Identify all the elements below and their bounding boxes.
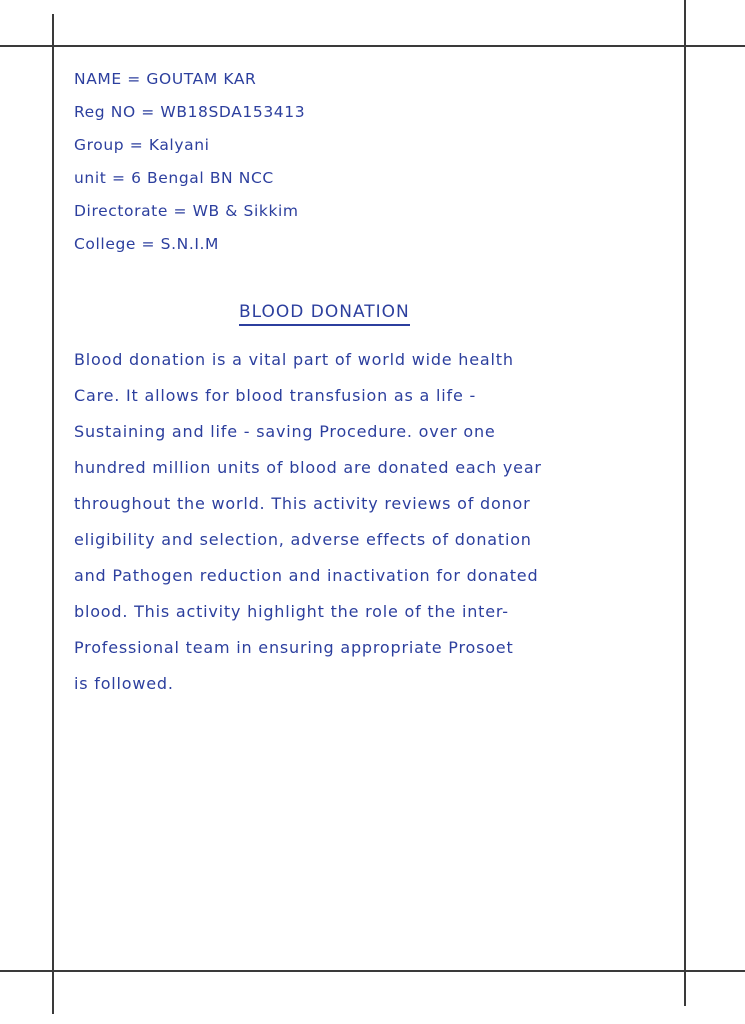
essay-line: hundred million units of blood are donated each year bbox=[74, 458, 542, 477]
directorate-line: Directorate = WB & Sikkim bbox=[74, 202, 299, 220]
essay-line: Professional team in ensuring appropriate Prosoet bbox=[74, 638, 514, 657]
college-line: College = S.N.I.M bbox=[74, 235, 220, 253]
essay-line: Care. It allows for blood transfusion as a life - bbox=[74, 386, 477, 405]
essay-line: is followed. bbox=[74, 674, 174, 693]
essay-line: Sustaining and life - saving Procedure. over one bbox=[74, 422, 496, 441]
student-details bbox=[74, 63, 474, 261]
essay-line: throughout the world. This activity reviews of donor bbox=[74, 494, 531, 513]
unit-line: unit = 6 Bengal BN NCC bbox=[74, 169, 274, 187]
right-margin-line bbox=[684, 0, 686, 1006]
essay-line: and Pathogen reduction and inactivation for donated bbox=[74, 566, 539, 585]
left-margin-line bbox=[52, 14, 54, 1014]
top-margin-line bbox=[0, 45, 745, 47]
essay-line: eligibility and selection, adverse effects of donation bbox=[74, 530, 532, 549]
essay-body bbox=[74, 342, 680, 702]
group-line: Group = Kalyani bbox=[74, 136, 210, 154]
name-line: NAME = GOUTAM KAR bbox=[74, 70, 257, 88]
essay-line: blood. This activity highlight the role of the inter- bbox=[74, 602, 509, 621]
reg-no-line: Reg NO = WB18SDA153413 bbox=[74, 103, 306, 121]
bottom-margin-line bbox=[0, 970, 745, 972]
essay-heading: BLOOD DONATION bbox=[239, 302, 410, 326]
essay-line: Blood donation is a vital part of world wide health bbox=[74, 350, 514, 369]
